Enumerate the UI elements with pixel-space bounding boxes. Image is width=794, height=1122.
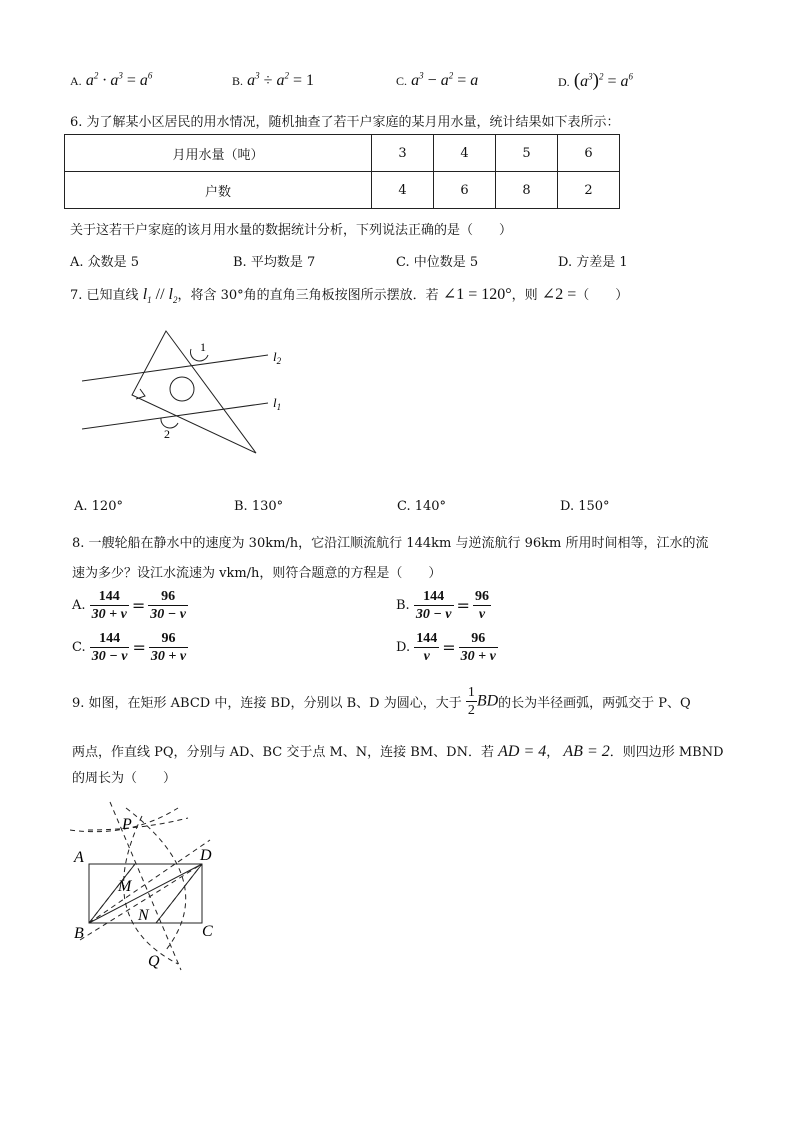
- q7-option-a: A. 120°: [74, 499, 123, 514]
- point-d-label: D: [200, 847, 212, 864]
- point-m-label: M: [118, 878, 132, 895]
- fraction: $\frac{144}{30 + v}$: [91, 589, 127, 622]
- aux-dash-2: [80, 864, 202, 940]
- q9-line2: 两点，作直线 PQ，分别与 AD、BC 交于点 M、N，连接 BM、DN．若 AD = 4， AB = 2．则四边形 MBND: [72, 743, 724, 760]
- q5-option-b: B. $a^3 \div a^2 = 1$: [232, 70, 314, 89]
- q7-stem: 7. 已知直线 $l_1 // l_2$，将含 30°角的直角三角板按图所示摆放．若 ∠1 = 120°，则 ∠2 =（ ）: [70, 286, 629, 306]
- q8-option-c: C. $\frac{144}{30 - v}$ = $\frac{96}{30 + v}$: [72, 631, 187, 664]
- ab-equation: AB = 2: [563, 743, 610, 760]
- q6-option-d: D. 方差是 1: [558, 255, 628, 270]
- table-cell: 4: [372, 172, 434, 209]
- table-row: [65, 135, 620, 172]
- segment-dn-dashed: [156, 864, 202, 923]
- arc-left: [124, 816, 178, 964]
- table-header-amount: 月用水量（吨）: [65, 135, 372, 172]
- q7-option-d: D. 150°: [560, 499, 610, 514]
- fraction: $\frac{144}{v}$: [416, 631, 438, 664]
- q5-option-a: A. $a^2 \cdot a^3 = a^6$: [70, 70, 153, 89]
- point-q-label: Q: [148, 953, 160, 970]
- q6-option-a: A. 众数是 5: [70, 255, 140, 270]
- q9-line1: 9. 如图，在矩形 ABCD 中，连接 BD，分别以 B、D 为圆心，大于 $\frac{1}{2}$ BD的长为半径画弧，两弧交于 P、Q: [72, 685, 691, 718]
- q7-parallel-expr: $l_1 // l_2$: [142, 286, 178, 306]
- fraction: $\frac{96}{v}$: [474, 589, 489, 622]
- line-l2: [82, 355, 268, 381]
- l1-label: $l_1$: [273, 395, 282, 412]
- point-n-label: N: [138, 907, 149, 924]
- q8-line2: 速为多少？设江水流速为 vkm/h，则符合题意的方程是（ ）: [72, 566, 442, 581]
- table-cell: 2: [558, 172, 620, 209]
- q8-option-d: D. $\frac{144}{v}$ = $\frac{96}{30 + v}$: [396, 631, 496, 664]
- q8-line1: 8. 一艘轮船在静水中的速度为 30km/h，它沿江顺流航行 144km 与逆流航行 96km 所用时间相等，江水的流: [72, 536, 709, 551]
- fraction: $\frac{96}{30 - v}$: [150, 589, 186, 622]
- table-cell: 6: [558, 135, 620, 172]
- q6-follow: 关于这若干户家庭的该月用水量的数据统计分析，下列说法正确的是（ ）: [70, 223, 513, 238]
- point-c-label: C: [202, 923, 213, 940]
- fraction: $\frac{96}{30 + v}$: [460, 631, 496, 664]
- bd-var: BD: [476, 692, 499, 710]
- q6-table: [64, 134, 620, 209]
- q6-option-c: C. 中位数是 5: [396, 255, 479, 270]
- l2-label: $l_2$: [273, 349, 282, 366]
- q8-option-a: A. $\frac{144}{30 + v}$ = $\frac{96}{30 - v}$: [72, 589, 186, 622]
- q5-option-d: D. $(a^3)^2 = a^6$: [558, 70, 633, 91]
- aux-dash-1: [89, 840, 210, 923]
- angle2-label: 2: [164, 427, 170, 441]
- q8-option-b: B. $\frac{144}{30 - v}$ = $\frac{96}{v}$: [396, 589, 489, 622]
- arc-right: [126, 808, 186, 950]
- ruler-hole: [170, 377, 194, 401]
- line-l1: [82, 403, 268, 429]
- table-cell: 5: [496, 135, 558, 172]
- q5-option-c: C. $a^3 - a^2 = a$: [396, 70, 479, 89]
- q5-option-b-expr: $a^3 \div a^2 = 1$: [247, 70, 314, 89]
- table-cell: 3: [372, 135, 434, 172]
- q7-angle2-expr: ∠2 =: [541, 286, 577, 303]
- angle1-label: 1: [200, 340, 206, 354]
- q5-option-d-expr: $(a^3)^2 = a^6$: [573, 70, 633, 91]
- q6-stem: 6. 为了解某小区居民的用水情况，随机抽查了若干户家庭的某月用水量，统计结果如下表所示：: [70, 115, 620, 130]
- q6-option-b: B. 平均数是 7: [233, 255, 316, 270]
- table-row: [65, 172, 620, 209]
- ad-equation: AD = 4: [498, 743, 547, 760]
- point-p-label: P: [122, 816, 132, 833]
- table-cell: 8: [496, 172, 558, 209]
- q5-option-a-expr: $a^2 \cdot a^3 = a^6$: [85, 70, 153, 89]
- q5-option-c-expr: $a^3 - a^2 = a$: [411, 70, 479, 89]
- table-cell: 4: [434, 135, 496, 172]
- table-cell: 6: [434, 172, 496, 209]
- q7-option-c: C. 140°: [397, 499, 447, 514]
- point-b-label: B: [74, 925, 84, 942]
- half-fraction: $\frac{1}{2}$: [467, 685, 475, 718]
- q9-figure: [70, 800, 230, 975]
- fraction: $\frac{96}{30 + v}$: [150, 631, 187, 664]
- arc-top-d: [88, 818, 188, 830]
- table-header-households: 户数: [65, 172, 372, 209]
- fraction: $\frac{144}{30 - v}$: [415, 589, 452, 622]
- q7-angle1-expr: ∠1 = 120°: [442, 286, 512, 303]
- q7-option-b: B. 130°: [234, 499, 284, 514]
- point-a-label: A: [74, 849, 84, 866]
- fraction: $\frac{144}{30 - v}$: [91, 631, 128, 664]
- q7-figure: [70, 325, 310, 465]
- q9-line3: 的周长为（ ）: [72, 771, 177, 786]
